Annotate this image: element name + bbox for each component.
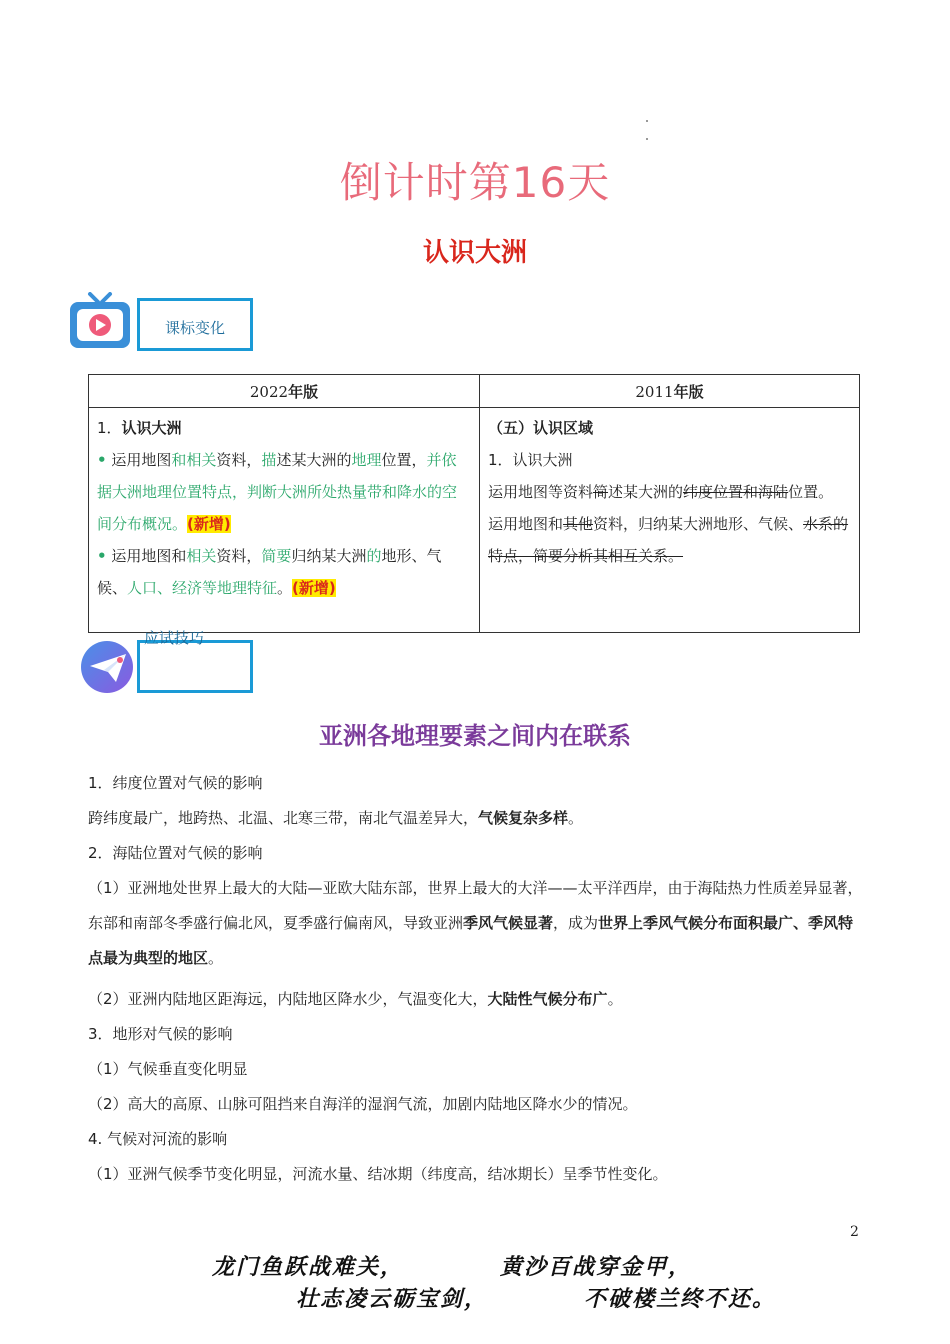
table-header-2022: 2022年版	[89, 375, 480, 408]
paragraph: （1）亚洲气候季节变化明显，河流水量、结冰期（纬度高，结冰期长）呈季节性变化。	[88, 1165, 668, 1183]
tv-icon	[68, 292, 132, 350]
bullet-item: • 运用地图和相关资料，简要归纳某大洲的地形、气候、人口、经济等地理特征。(新增)	[97, 547, 442, 597]
paragraph: 跨纬度最广，地跨热、北温、北寒三带，南北气温差异大，气候复杂多样。	[88, 809, 584, 827]
curriculum-comparison-table	[88, 374, 860, 633]
cell-line: 运用地图等资料简述某大洲的纬度位置和海陆位置。	[488, 483, 834, 501]
new-tag: (新增)	[292, 579, 336, 597]
exam-tips-label: 应试技巧	[144, 629, 205, 647]
table-cell-2022	[89, 408, 480, 633]
motto-line: 不破楼兰终不还。	[584, 1286, 777, 1312]
curriculum-change-badge	[137, 298, 253, 351]
paragraph: （1）亚洲地处世界上最大的大陆—亚欧大陆东部，世界上最大的大洋——太平洋西岸，由于海陆热力性质差异显著，东部和南部冬季盛行偏北风，夏季盛行偏南风，导致亚洲季风气候显著，成为世界上季风气候分布面积最广、季风特点最为典型的地区。	[88, 879, 863, 967]
page-title: 认识大洲	[422, 238, 527, 268]
table-header-2011: 2011年版	[480, 375, 860, 408]
bullet-item: • 运用地图和相关资料，描述某大洲的地理位置，并依据大洲地理位置特点，判断大洲所处热量带和降水的空间分布概况。(新增)	[97, 451, 458, 533]
motto-line: 龙门鱼跃战难关，	[212, 1254, 405, 1280]
section-title: 亚洲各地理要素之间内在联系	[319, 722, 631, 750]
table-cell-2011	[480, 408, 860, 633]
cell-heading: （五）认识区域	[488, 419, 594, 437]
paper-plane-icon	[80, 640, 136, 694]
cell-subheading: 1．认识大洲	[488, 451, 573, 469]
cell-line: 运用地图和其他资料，归纳某大洲地形、气候、水系的特点，简要分析其相互关系。	[488, 515, 849, 565]
table-header-row	[89, 375, 860, 408]
countdown-title: 倒计时第16天	[339, 158, 611, 207]
paragraph: 1．纬度位置对气候的影响	[88, 774, 263, 792]
motto-line: 壮志凌云砺宝剑，	[296, 1286, 489, 1312]
cell-heading: 1．认识大洲	[97, 419, 182, 437]
paragraph: （2）高大的高原、山脉可阻挡来自海洋的湿润气流，加剧内陆地区降水少的情况。	[88, 1095, 638, 1113]
curriculum-change-label: 课标变化	[165, 319, 226, 337]
paragraph: 4. 气候对河流的影响	[88, 1130, 228, 1148]
decor-dot	[646, 120, 648, 122]
paragraph: （2）亚洲内陆地区距海远，内陆地区降水少，气温变化大，大陆性气候分布广。	[88, 990, 623, 1008]
paragraph: （1）气候垂直变化明显	[88, 1060, 248, 1078]
new-tag: (新增)	[187, 515, 231, 533]
paragraph: 3．地形对气候的影响	[88, 1025, 233, 1043]
decor-dot	[646, 138, 648, 140]
motto-line: 黄沙百战穿金甲，	[500, 1254, 693, 1280]
table-row	[89, 408, 860, 633]
page-number: 2	[850, 1224, 859, 1240]
paragraph: 2．海陆位置对气候的影响	[88, 844, 263, 862]
